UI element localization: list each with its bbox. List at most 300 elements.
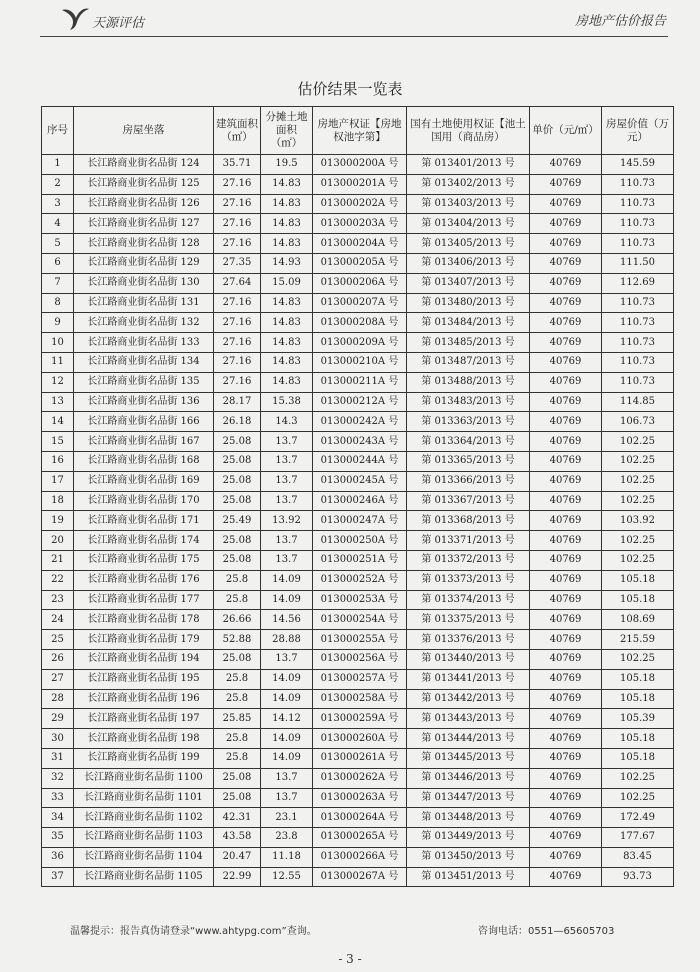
property-value-cell: 110.73 — [602, 234, 674, 254]
land-certificate-cell: 第 013373/2013 号 — [407, 570, 530, 590]
unit-price-cell: 40769 — [530, 432, 602, 452]
building-area-cell: 27.64 — [214, 273, 261, 293]
property-value-cell: 102.25 — [602, 491, 674, 511]
building-area-cell: 27.16 — [214, 214, 261, 234]
building-area-cell: 25.8 — [214, 748, 261, 768]
land-area-cell: 13.92 — [261, 511, 313, 531]
property-value-cell: 102.25 — [602, 531, 674, 551]
land-area-cell: 13.7 — [261, 451, 313, 471]
building-area-cell: 25.08 — [214, 768, 261, 788]
building-area-cell: 52.88 — [214, 630, 261, 650]
table-row — [42, 234, 674, 254]
land-certificate-cell: 第 013403/2013 号 — [407, 194, 530, 214]
building-area-cell: 27.35 — [214, 253, 261, 273]
land-area-cell: 13.7 — [261, 491, 313, 511]
tianyuan-logo-icon — [60, 4, 90, 32]
table-row — [42, 511, 674, 531]
row-number-cell: 9 — [42, 313, 74, 333]
building-area-cell: 27.16 — [214, 352, 261, 372]
property-value-cell: 110.73 — [602, 293, 674, 313]
table-row — [42, 451, 674, 471]
row-number-cell: 5 — [42, 234, 74, 254]
building-area-cell: 25.08 — [214, 531, 261, 551]
property-location-cell: 长江路商业街名品街 1103 — [74, 828, 214, 848]
property-certificate-cell: 013000203A 号 — [313, 214, 407, 234]
row-number-cell: 10 — [42, 333, 74, 353]
table-row — [42, 590, 674, 610]
table-row — [42, 748, 674, 768]
land-area-cell: 28.88 — [261, 630, 313, 650]
property-value-cell: 105.18 — [602, 590, 674, 610]
row-number-cell: 23 — [42, 590, 74, 610]
table-row — [42, 333, 674, 353]
property-certificate-cell: 013000205A 号 — [313, 253, 407, 273]
land-certificate-cell: 第 013364/2013 号 — [407, 432, 530, 452]
land-certificate-cell: 第 013365/2013 号 — [407, 451, 530, 471]
table-row — [42, 531, 674, 551]
unit-price-cell: 40769 — [530, 273, 602, 293]
row-number-cell: 3 — [42, 194, 74, 214]
property-location-cell: 长江路商业街名品街 129 — [74, 253, 214, 273]
land-certificate-cell: 第 013446/2013 号 — [407, 768, 530, 788]
table-row — [42, 412, 674, 432]
column-header: 建筑面积（㎡） — [214, 107, 261, 155]
building-area-cell: 25.08 — [214, 550, 261, 570]
land-area-cell: 13.7 — [261, 649, 313, 669]
table-row — [42, 471, 674, 491]
building-area-cell: 25.8 — [214, 570, 261, 590]
row-number-cell: 11 — [42, 352, 74, 372]
building-area-cell: 25.08 — [214, 491, 261, 511]
land-area-cell: 14.3 — [261, 412, 313, 432]
table-row — [42, 867, 674, 887]
property-location-cell: 长江路商业街名品街 1101 — [74, 788, 214, 808]
property-value-cell: 177.67 — [602, 828, 674, 848]
property-value-cell: 110.73 — [602, 174, 674, 194]
land-area-cell: 14.83 — [261, 174, 313, 194]
land-area-cell: 23.1 — [261, 808, 313, 828]
property-certificate-cell: 013000250A 号 — [313, 531, 407, 551]
property-value-cell: 102.25 — [602, 649, 674, 669]
land-certificate-cell: 第 013483/2013 号 — [407, 392, 530, 412]
table-row — [42, 847, 674, 867]
property-value-cell: 105.39 — [602, 709, 674, 729]
property-value-cell: 103.92 — [602, 511, 674, 531]
property-certificate-cell: 013000255A 号 — [313, 630, 407, 650]
property-location-cell: 长江路商业街名品街 133 — [74, 333, 214, 353]
table-row — [42, 253, 674, 273]
property-value-cell: 110.73 — [602, 352, 674, 372]
table-header-row — [42, 107, 674, 155]
row-number-cell: 35 — [42, 828, 74, 848]
land-area-cell: 13.7 — [261, 432, 313, 452]
unit-price-cell: 40769 — [530, 471, 602, 491]
property-value-cell: 102.25 — [602, 768, 674, 788]
unit-price-cell: 40769 — [530, 451, 602, 471]
property-location-cell: 长江路商业街名品街 131 — [74, 293, 214, 313]
table-row — [42, 313, 674, 333]
land-area-cell: 14.09 — [261, 689, 313, 709]
property-location-cell: 长江路商业街名品街 171 — [74, 511, 214, 531]
land-certificate-cell: 第 013451/2013 号 — [407, 867, 530, 887]
table-row — [42, 828, 674, 848]
land-certificate-cell: 第 013447/2013 号 — [407, 788, 530, 808]
table-row — [42, 808, 674, 828]
land-area-cell: 14.12 — [261, 709, 313, 729]
property-location-cell: 长江路商业街名品街 130 — [74, 273, 214, 293]
building-area-cell: 27.16 — [214, 293, 261, 313]
table-row — [42, 709, 674, 729]
unit-price-cell: 40769 — [530, 392, 602, 412]
unit-price-cell: 40769 — [530, 570, 602, 590]
land-certificate-cell: 第 013440/2013 号 — [407, 649, 530, 669]
unit-price-cell: 40769 — [530, 253, 602, 273]
table-row — [42, 432, 674, 452]
property-certificate-cell: 013000245A 号 — [313, 471, 407, 491]
building-area-cell: 27.16 — [214, 174, 261, 194]
property-location-cell: 长江路商业街名品街 170 — [74, 491, 214, 511]
property-certificate-cell: 013000267A 号 — [313, 867, 407, 887]
building-area-cell: 27.16 — [214, 234, 261, 254]
unit-price-cell: 40769 — [530, 669, 602, 689]
property-location-cell: 长江路商业街名品街 1102 — [74, 808, 214, 828]
land-area-cell: 14.83 — [261, 333, 313, 353]
building-area-cell: 27.16 — [214, 372, 261, 392]
land-certificate-cell: 第 013450/2013 号 — [407, 847, 530, 867]
property-value-cell: 93.73 — [602, 867, 674, 887]
property-value-cell: 215.59 — [602, 630, 674, 650]
table-row — [42, 610, 674, 630]
property-location-cell: 长江路商业街名品街 199 — [74, 748, 214, 768]
property-value-cell: 105.18 — [602, 729, 674, 749]
land-certificate-cell: 第 013371/2013 号 — [407, 531, 530, 551]
land-area-cell: 19.5 — [261, 155, 313, 175]
table-row — [42, 649, 674, 669]
property-certificate-cell: 013000264A 号 — [313, 808, 407, 828]
row-number-cell: 19 — [42, 511, 74, 531]
property-value-cell: 110.73 — [602, 333, 674, 353]
building-area-cell: 28.17 — [214, 392, 261, 412]
report-title: 房地产估价报告 — [574, 14, 666, 29]
land-area-cell: 14.09 — [261, 748, 313, 768]
row-number-cell: 16 — [42, 451, 74, 471]
land-certificate-cell: 第 013484/2013 号 — [407, 313, 530, 333]
unit-price-cell: 40769 — [530, 293, 602, 313]
unit-price-cell: 40769 — [530, 649, 602, 669]
property-certificate-cell: 013000256A 号 — [313, 649, 407, 669]
building-area-cell: 27.16 — [214, 194, 261, 214]
property-certificate-cell: 013000260A 号 — [313, 729, 407, 749]
property-certificate-cell: 013000204A 号 — [313, 234, 407, 254]
row-number-cell: 4 — [42, 214, 74, 234]
row-number-cell: 21 — [42, 550, 74, 570]
property-location-cell: 长江路商业街名品街 136 — [74, 392, 214, 412]
property-certificate-cell: 013000265A 号 — [313, 828, 407, 848]
property-location-cell: 长江路商业街名品街 198 — [74, 729, 214, 749]
land-area-cell: 13.7 — [261, 531, 313, 551]
property-value-cell: 172.49 — [602, 808, 674, 828]
property-certificate-cell: 013000262A 号 — [313, 768, 407, 788]
property-location-cell: 长江路商业街名品街 196 — [74, 689, 214, 709]
unit-price-cell: 40769 — [530, 610, 602, 630]
unit-price-cell: 40769 — [530, 194, 602, 214]
property-certificate-cell: 013000206A 号 — [313, 273, 407, 293]
column-header: 房屋价值（万元） — [602, 107, 674, 155]
property-certificate-cell: 013000259A 号 — [313, 709, 407, 729]
land-area-cell: 14.83 — [261, 234, 313, 254]
row-number-cell: 22 — [42, 570, 74, 590]
building-area-cell: 25.49 — [214, 511, 261, 531]
land-area-cell: 14.83 — [261, 372, 313, 392]
unit-price-cell: 40769 — [530, 491, 602, 511]
property-certificate-cell: 013000244A 号 — [313, 451, 407, 471]
property-value-cell: 108.69 — [602, 610, 674, 630]
unit-price-cell: 40769 — [530, 412, 602, 432]
building-area-cell: 22.99 — [214, 867, 261, 887]
table-body — [42, 155, 674, 887]
row-number-cell: 31 — [42, 748, 74, 768]
row-number-cell: 1 — [42, 155, 74, 175]
land-area-cell: 11.18 — [261, 847, 313, 867]
property-certificate-cell: 013000208A 号 — [313, 313, 407, 333]
row-number-cell: 6 — [42, 253, 74, 273]
building-area-cell: 25.8 — [214, 590, 261, 610]
unit-price-cell: 40769 — [530, 768, 602, 788]
property-location-cell: 长江路商业街名品街 128 — [74, 234, 214, 254]
property-value-cell: 102.25 — [602, 432, 674, 452]
property-certificate-cell: 013000263A 号 — [313, 788, 407, 808]
logo-text: 天源评估 — [92, 16, 145, 31]
property-location-cell: 长江路商业街名品街 132 — [74, 313, 214, 333]
row-number-cell: 13 — [42, 392, 74, 412]
property-location-cell: 长江路商业街名品街 175 — [74, 550, 214, 570]
building-area-cell: 43.58 — [214, 828, 261, 848]
land-certificate-cell: 第 013449/2013 号 — [407, 828, 530, 848]
property-certificate-cell: 013000210A 号 — [313, 352, 407, 372]
land-certificate-cell: 第 013488/2013 号 — [407, 372, 530, 392]
property-certificate-cell: 013000261A 号 — [313, 748, 407, 768]
unit-price-cell: 40769 — [530, 174, 602, 194]
property-certificate-cell: 013000258A 号 — [313, 689, 407, 709]
unit-price-cell: 40769 — [530, 748, 602, 768]
footer-tip: 温馨提示：报告真伪请登录“www.ahtypg.com”查询。 — [70, 926, 317, 937]
row-number-cell: 20 — [42, 531, 74, 551]
property-certificate-cell: 013000207A 号 — [313, 293, 407, 313]
land-certificate-cell: 第 013375/2013 号 — [407, 610, 530, 630]
row-number-cell: 36 — [42, 847, 74, 867]
land-area-cell: 14.93 — [261, 253, 313, 273]
property-certificate-cell: 013000252A 号 — [313, 570, 407, 590]
property-value-cell: 102.25 — [602, 451, 674, 471]
property-certificate-cell: 013000201A 号 — [313, 174, 407, 194]
property-value-cell: 105.18 — [602, 748, 674, 768]
row-number-cell: 17 — [42, 471, 74, 491]
property-certificate-cell: 013000247A 号 — [313, 511, 407, 531]
land-certificate-cell: 第 013402/2013 号 — [407, 174, 530, 194]
land-area-cell: 14.83 — [261, 313, 313, 333]
row-number-cell: 14 — [42, 412, 74, 432]
property-certificate-cell: 013000243A 号 — [313, 432, 407, 452]
building-area-cell: 27.16 — [214, 333, 261, 353]
land-certificate-cell: 第 013485/2013 号 — [407, 333, 530, 353]
property-location-cell: 长江路商业街名品街 178 — [74, 610, 214, 630]
land-area-cell: 14.09 — [261, 590, 313, 610]
column-header: 国有土地使用权证【池土国用（商品房） — [407, 107, 530, 155]
unit-price-cell: 40769 — [530, 333, 602, 353]
land-area-cell: 14.09 — [261, 729, 313, 749]
page-number: - 3 - — [338, 952, 362, 966]
row-number-cell: 37 — [42, 867, 74, 887]
table-row — [42, 352, 674, 372]
land-area-cell: 14.09 — [261, 669, 313, 689]
building-area-cell: 20.47 — [214, 847, 261, 867]
valuation-results-table — [41, 106, 674, 887]
land-certificate-cell: 第 013442/2013 号 — [407, 689, 530, 709]
unit-price-cell: 40769 — [530, 709, 602, 729]
table-row — [42, 174, 674, 194]
property-value-cell: 110.73 — [602, 194, 674, 214]
land-area-cell: 12.55 — [261, 867, 313, 887]
property-location-cell: 长江路商业街名品街 127 — [74, 214, 214, 234]
property-location-cell: 长江路商业街名品街 179 — [74, 630, 214, 650]
building-area-cell: 26.18 — [214, 412, 261, 432]
property-value-cell: 105.18 — [602, 570, 674, 590]
property-value-cell: 114.85 — [602, 392, 674, 412]
building-area-cell: 25.08 — [214, 471, 261, 491]
building-area-cell: 25.8 — [214, 689, 261, 709]
land-area-cell: 13.7 — [261, 788, 313, 808]
unit-price-cell: 40769 — [530, 788, 602, 808]
page-header — [40, 0, 668, 37]
unit-price-cell: 40769 — [530, 630, 602, 650]
property-location-cell: 长江路商业街名品街 1104 — [74, 847, 214, 867]
land-certificate-cell: 第 013406/2013 号 — [407, 253, 530, 273]
land-certificate-cell: 第 013441/2013 号 — [407, 669, 530, 689]
property-location-cell: 长江路商业街名品街 195 — [74, 669, 214, 689]
table-row — [42, 155, 674, 175]
unit-price-cell: 40769 — [530, 313, 602, 333]
unit-price-cell: 40769 — [530, 214, 602, 234]
property-value-cell: 83.45 — [602, 847, 674, 867]
property-location-cell: 长江路商业街名品街 134 — [74, 352, 214, 372]
land-certificate-cell: 第 013487/2013 号 — [407, 352, 530, 372]
row-number-cell: 26 — [42, 649, 74, 669]
property-location-cell: 长江路商业街名品街 167 — [74, 432, 214, 452]
property-certificate-cell: 013000202A 号 — [313, 194, 407, 214]
building-area-cell: 25.85 — [214, 709, 261, 729]
table-row — [42, 491, 674, 511]
building-area-cell: 42.31 — [214, 808, 261, 828]
building-area-cell: 25.08 — [214, 451, 261, 471]
property-value-cell: 102.25 — [602, 788, 674, 808]
building-area-cell: 25.8 — [214, 669, 261, 689]
land-certificate-cell: 第 013445/2013 号 — [407, 748, 530, 768]
land-certificate-cell: 第 013372/2013 号 — [407, 550, 530, 570]
table-row — [42, 689, 674, 709]
table-row — [42, 570, 674, 590]
row-number-cell: 7 — [42, 273, 74, 293]
property-location-cell: 长江路商业街名品街 126 — [74, 194, 214, 214]
building-area-cell: 27.16 — [214, 313, 261, 333]
property-certificate-cell: 013000246A 号 — [313, 491, 407, 511]
building-area-cell: 25.8 — [214, 729, 261, 749]
unit-price-cell: 40769 — [530, 867, 602, 887]
row-number-cell: 28 — [42, 689, 74, 709]
land-certificate-cell: 第 013444/2013 号 — [407, 729, 530, 749]
table-row — [42, 293, 674, 313]
property-location-cell: 长江路商业街名品街 168 — [74, 451, 214, 471]
column-header: 房地产权证【房地权池字第】 — [313, 107, 407, 155]
land-area-cell: 15.09 — [261, 273, 313, 293]
row-number-cell: 27 — [42, 669, 74, 689]
land-area-cell: 14.83 — [261, 352, 313, 372]
row-number-cell: 15 — [42, 432, 74, 452]
property-value-cell: 112.69 — [602, 273, 674, 293]
property-location-cell: 长江路商业街名品街 194 — [74, 649, 214, 669]
property-certificate-cell: 013000257A 号 — [313, 669, 407, 689]
property-value-cell: 110.73 — [602, 372, 674, 392]
property-certificate-cell: 013000253A 号 — [313, 590, 407, 610]
row-number-cell: 33 — [42, 788, 74, 808]
land-area-cell: 14.09 — [261, 570, 313, 590]
land-area-cell: 14.83 — [261, 293, 313, 313]
property-certificate-cell: 013000209A 号 — [313, 333, 407, 353]
property-location-cell: 长江路商业街名品街 197 — [74, 709, 214, 729]
property-location-cell: 长江路商业街名品街 176 — [74, 570, 214, 590]
land-area-cell: 13.7 — [261, 471, 313, 491]
property-location-cell: 长江路商业街名品街 1100 — [74, 768, 214, 788]
table-row — [42, 768, 674, 788]
row-number-cell: 32 — [42, 768, 74, 788]
property-location-cell: 长江路商业街名品街 135 — [74, 372, 214, 392]
column-header: 分摊土地面积（㎡） — [261, 107, 313, 155]
property-location-cell: 长江路商业街名品街 166 — [74, 412, 214, 432]
property-location-cell: 长江路商业街名品街 177 — [74, 590, 214, 610]
land-area-cell: 14.83 — [261, 214, 313, 234]
column-header: 单价（元/㎡） — [530, 107, 602, 155]
table-row — [42, 788, 674, 808]
row-number-cell: 8 — [42, 293, 74, 313]
building-area-cell: 25.08 — [214, 649, 261, 669]
table-row — [42, 729, 674, 749]
land-certificate-cell: 第 013401/2013 号 — [407, 155, 530, 175]
land-area-cell: 14.83 — [261, 194, 313, 214]
property-certificate-cell: 013000254A 号 — [313, 610, 407, 630]
table-row — [42, 669, 674, 689]
property-certificate-cell: 013000211A 号 — [313, 372, 407, 392]
unit-price-cell: 40769 — [530, 550, 602, 570]
land-certificate-cell: 第 013374/2013 号 — [407, 590, 530, 610]
column-header: 序号 — [42, 107, 74, 155]
property-value-cell: 110.73 — [602, 214, 674, 234]
land-certificate-cell: 第 013448/2013 号 — [407, 808, 530, 828]
table-row — [42, 273, 674, 293]
table-row — [42, 194, 674, 214]
property-location-cell: 长江路商业街名品街 125 — [74, 174, 214, 194]
unit-price-cell: 40769 — [530, 828, 602, 848]
unit-price-cell: 40769 — [530, 689, 602, 709]
footer-phone: 咨询电话：0551—65605703 — [478, 926, 615, 937]
unit-price-cell: 40769 — [530, 352, 602, 372]
table-title: 估价结果一览表 — [297, 80, 403, 98]
building-area-cell: 35.71 — [214, 155, 261, 175]
property-certificate-cell: 013000266A 号 — [313, 847, 407, 867]
property-value-cell: 110.73 — [602, 313, 674, 333]
row-number-cell: 29 — [42, 709, 74, 729]
table-row — [42, 630, 674, 650]
property-value-cell: 105.18 — [602, 689, 674, 709]
property-value-cell: 102.25 — [602, 471, 674, 491]
